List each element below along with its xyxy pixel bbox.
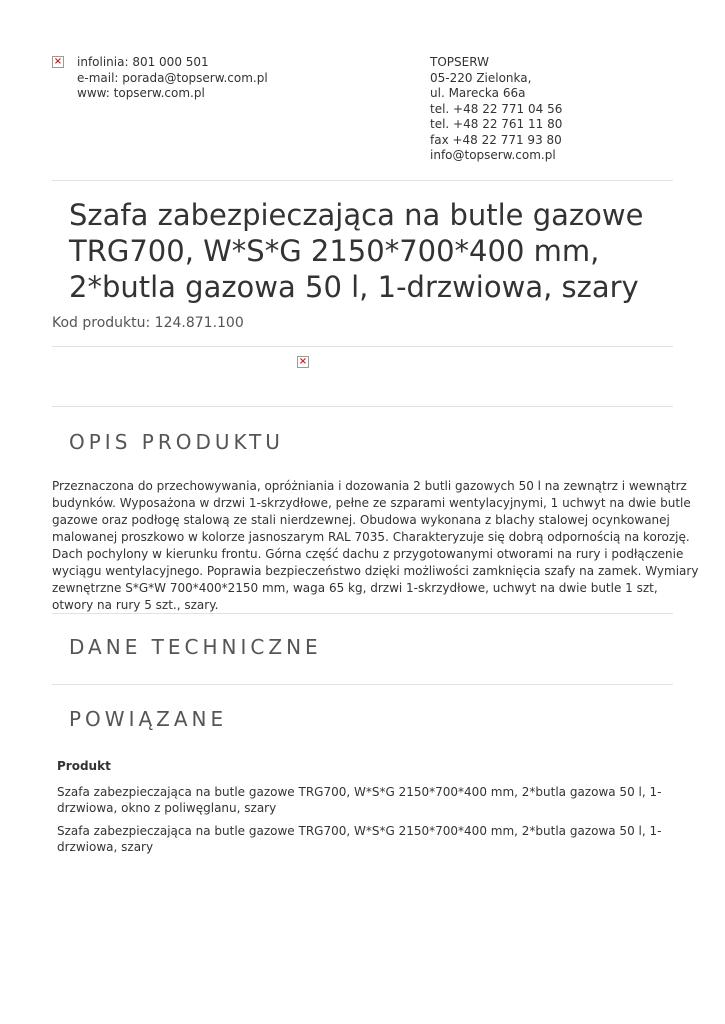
product-code: Kod produktu: 124.871.100 (52, 315, 244, 331)
technical-data-heading: DANE TECHNICZNE (69, 635, 322, 659)
related-column-header: Produkt (57, 759, 111, 773)
fax: fax +48 22 771 93 80 (430, 132, 562, 147)
description-line: budynków. Wyposażona w drzwi 1-skrzydłowe, pełne ze szparami wentylacyjnymi, 1 uchwyt na dwie butle (52, 496, 691, 510)
logo-broken-image-icon: × (53, 56, 63, 67)
phone-2: tel. +48 22 761 11 80 (430, 117, 563, 131)
related-heading: POWIĄZANE (69, 707, 228, 731)
description-line: wyciągu wentylacyjnego. Poprawia bezpieczeństwo dzięki możliwości zamknięcia szafy na zamek. Wymiary (52, 564, 699, 578)
email-text: e-mail: porada@topserw.com.pl (77, 70, 268, 85)
related-product-name: drzwiowa, okno z poliwęglanu, szary (57, 801, 277, 815)
company-name: TOPSERW (430, 55, 489, 69)
description-line: otwory na rury 5 szt., szary. (52, 598, 219, 612)
address-city: 05-220 Zielonka, (430, 70, 532, 85)
description-line: gazowe oraz podłogę stalową ze stali nierdzewnej. Obudowa wykonana z blachy stalowej ocynkowanej (52, 513, 670, 527)
related-product-name: Szafa zabezpieczająca na butle gazowe TRG700, W*S*G 2150*700*400 mm, 2*butla gazowa 50 l, 1- (57, 824, 662, 838)
description-heading: OPIS PRODUKTU (69, 430, 284, 454)
product-title-line-1: Szafa zabezpieczająca na butle gazowe (69, 198, 644, 232)
divider (52, 613, 673, 614)
divider (52, 180, 673, 181)
hotline-text: infolinia: 801 000 501 (77, 55, 209, 69)
company-email: info@topserw.com.pl (430, 148, 556, 162)
phone-1: tel. +48 22 771 04 56 (430, 101, 563, 116)
product-description (52, 478, 699, 614)
product-title-line-3: 2*butla gazowa 50 l, 1-drzwiowa, szary (69, 270, 639, 304)
address-street: ul. Marecka 66a (430, 86, 526, 100)
contact-info (77, 55, 268, 102)
related-product-name: drzwiowa, szary (57, 840, 154, 854)
company-address (430, 55, 562, 164)
description-line: zewnętrzne S*G*W 700*400*2150 mm, waga 65 kg, drzwi 1-skrzydłowe, uchwyt na dwie butle 1 szt, (52, 581, 658, 595)
related-product-link[interactable] (57, 823, 662, 855)
description-line: Dach pochylony w kierunku frontu. Górna część dachu z przygotowanymi otworami na rury i podłączenie (52, 547, 684, 561)
divider (52, 346, 673, 347)
description-line: malowanej proszkowo w kolorze jasnoszarym RAL 7035. Charakteryzuje się dobrą odpornością na korozję. (52, 530, 690, 544)
divider (52, 406, 673, 407)
product-title-line-2: TRG700, W*S*G 2150*700*400 mm, (69, 234, 600, 268)
www-text: www: topserw.com.pl (77, 86, 205, 100)
related-product-name: Szafa zabezpieczająca na butle gazowe TRG700, W*S*G 2150*700*400 mm, 2*butla gazowa 50 l, 1- (57, 785, 662, 799)
product-title (69, 197, 669, 305)
description-line: Przeznaczona do przechowywania, opróżniania i dozowania 2 butli gazowych 50 l na zewnątrz i wewnątrz (52, 479, 687, 493)
related-product-link[interactable] (57, 784, 662, 816)
divider (52, 684, 673, 685)
product-image-broken-icon: × (298, 356, 308, 367)
